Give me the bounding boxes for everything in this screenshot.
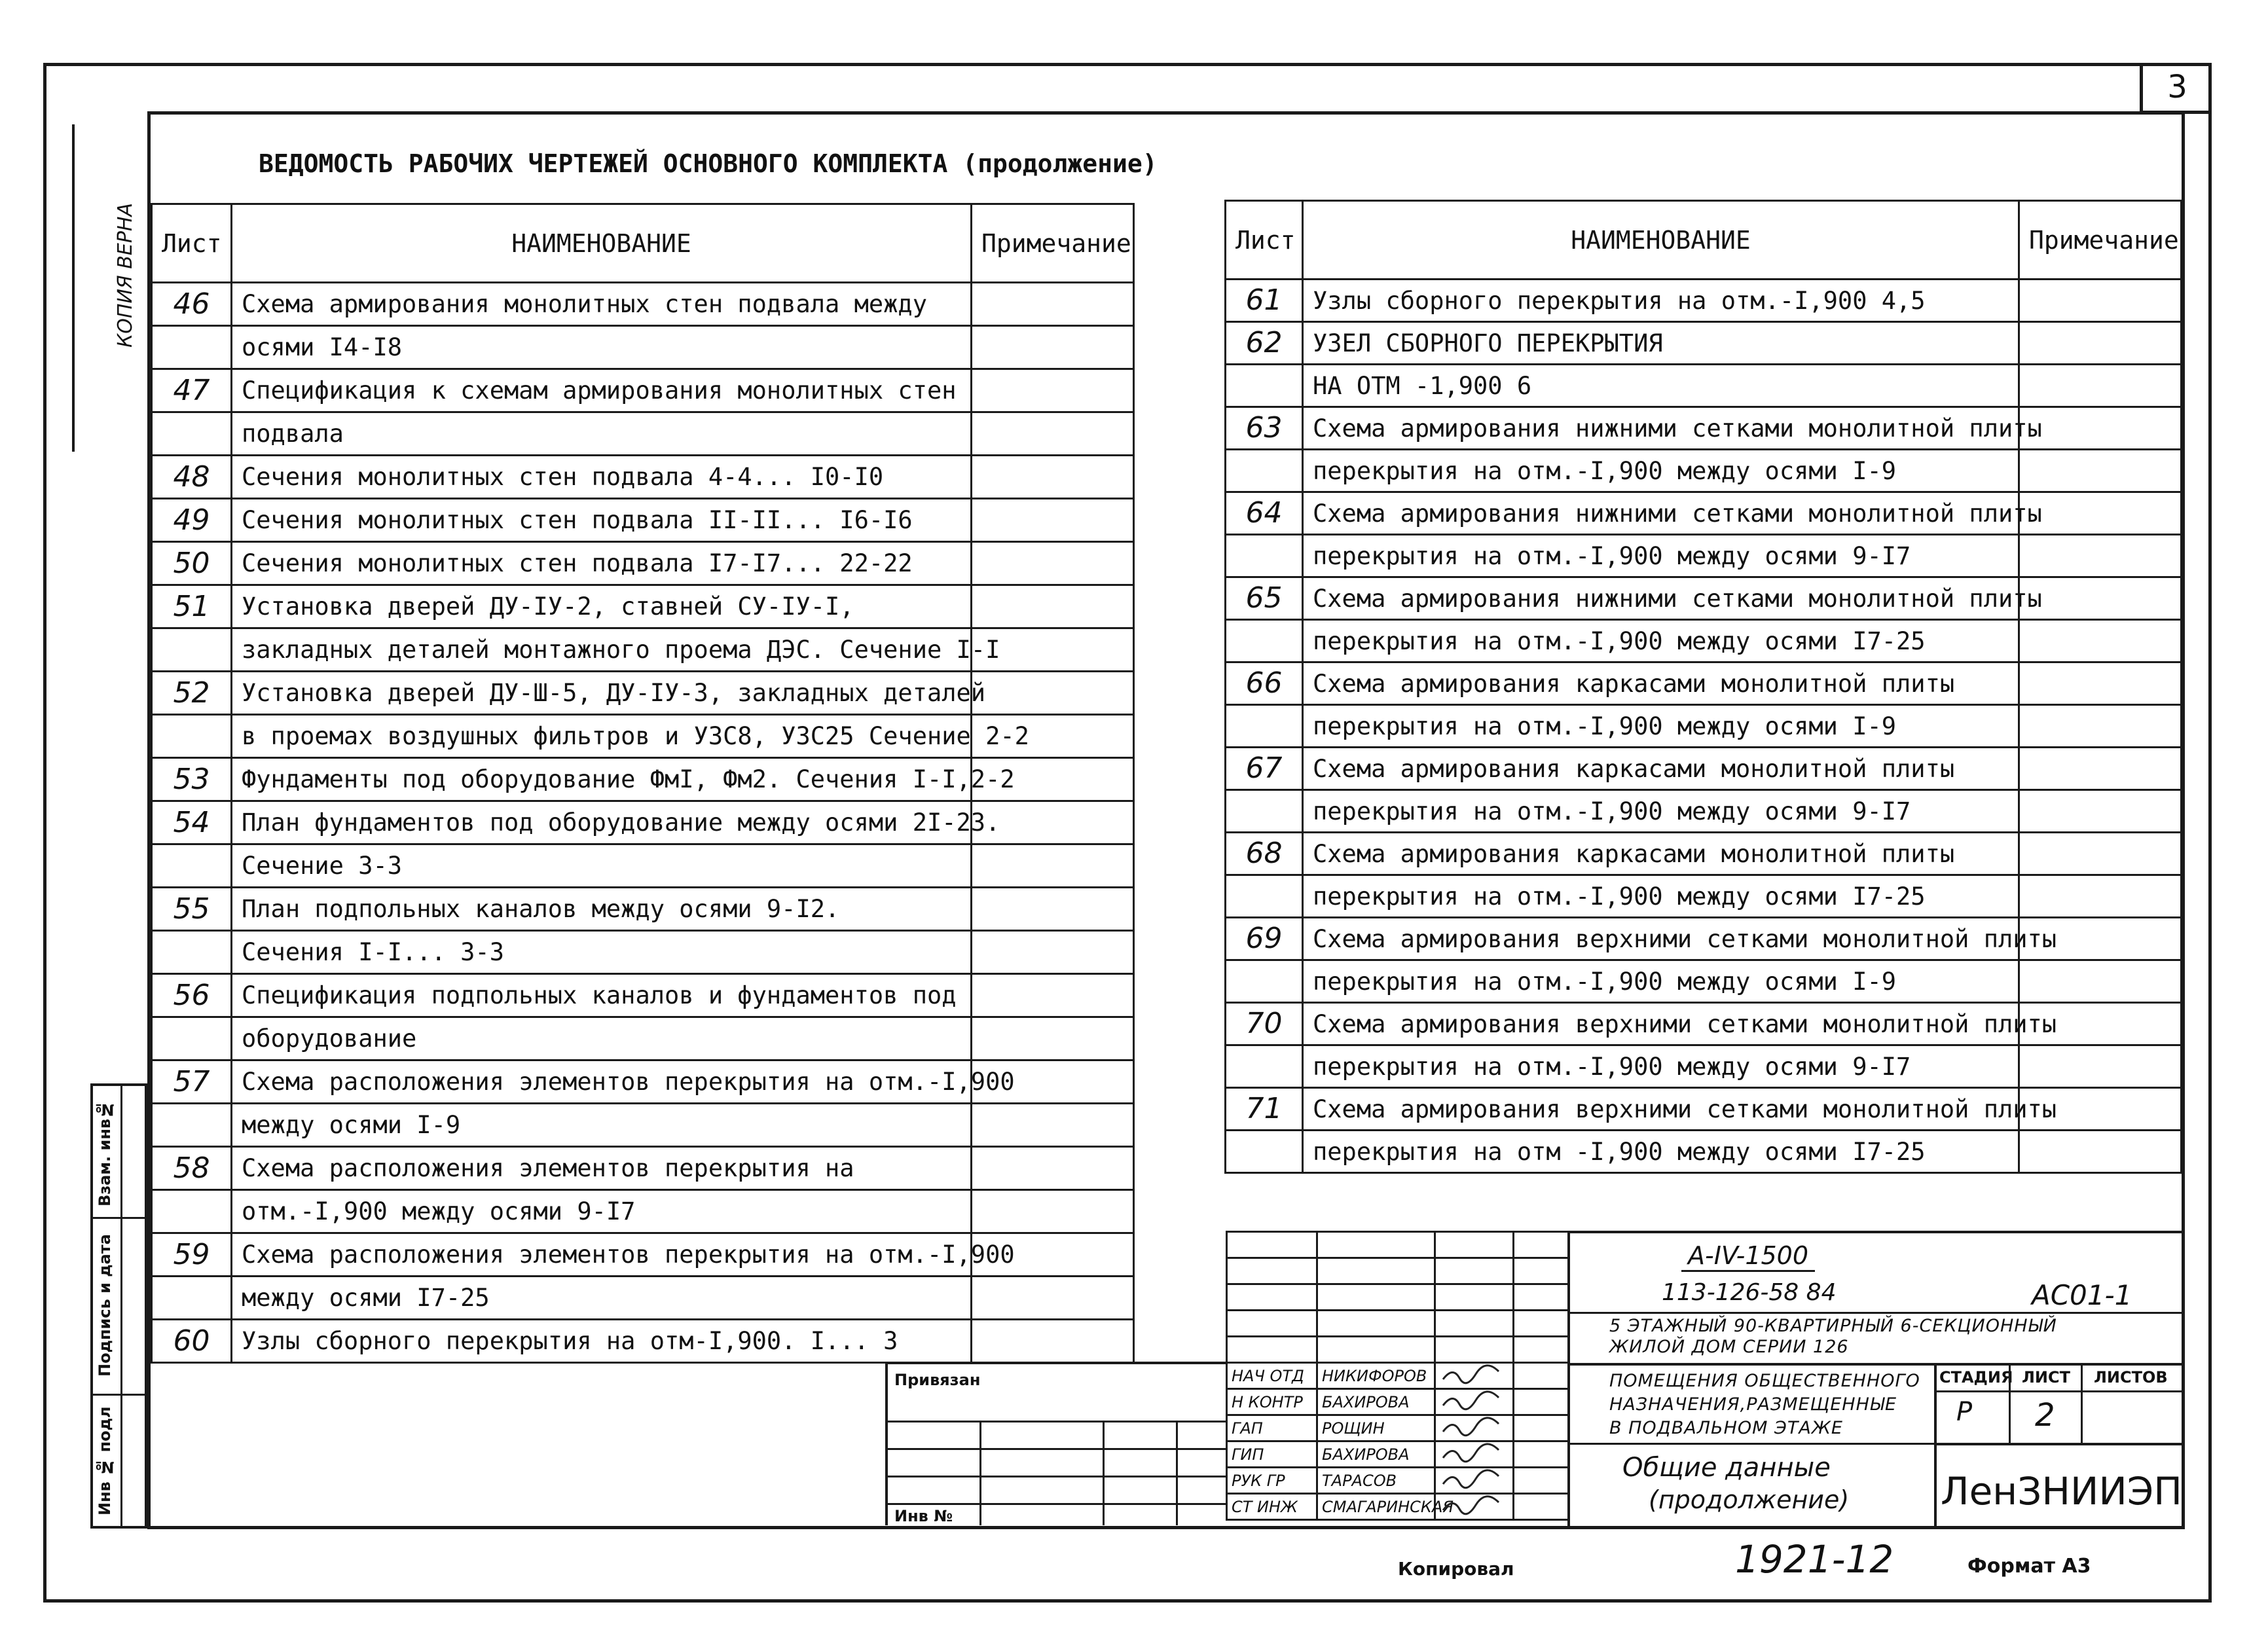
copied-label: Копировал [1398, 1558, 1514, 1580]
sheet-number: 49 [152, 499, 232, 542]
table-row [1226, 1003, 2182, 1045]
drawing-name: перекрытия на отм.-I,900 между осями 9-I7 [1303, 790, 2019, 833]
signature-row [1227, 1494, 1569, 1520]
note-cell [972, 931, 1134, 974]
side-stamp [90, 1083, 147, 1529]
signature [1435, 1363, 1514, 1389]
sheet-number: 70 [1226, 1003, 1303, 1045]
table-row [152, 715, 1134, 758]
sheet-number [1226, 620, 1303, 662]
note-cell [972, 974, 1134, 1017]
format-label: Формат А3 [1967, 1555, 2091, 1578]
title-block [1567, 1231, 2185, 1529]
note-cell [2019, 1045, 2182, 1088]
note-cell [972, 585, 1134, 628]
sheet-number [152, 931, 232, 974]
person-name: РОЩИН [1317, 1415, 1435, 1441]
sheet-number: 71 [1226, 1088, 1303, 1131]
sheet-number: 59 [152, 1233, 232, 1277]
drawing-name: Схема расположения элементов перекрытия на [232, 1147, 972, 1190]
note-cell [972, 844, 1134, 888]
drawing-name: перекрытия на отм.-I,900 между осями I-9 [1303, 705, 2019, 748]
table-row [1226, 450, 2182, 492]
drawing-name: закладных деталей монтажного проема ДЭС. Сечение I-I [232, 628, 972, 672]
table-row [152, 628, 1134, 672]
role: РУК ГР [1227, 1468, 1317, 1494]
sheet-number: 55 [152, 888, 232, 931]
signature-mark [1440, 1470, 1505, 1489]
table-row [152, 542, 1134, 585]
signature-row [1227, 1441, 1569, 1468]
person-name: СМАГАРИНСКАЯ [1317, 1494, 1435, 1520]
table-row [1226, 1088, 2182, 1131]
table-row [152, 758, 1134, 801]
table-row [1226, 620, 2182, 662]
drawing-name: перекрытия на отм.-I,900 между осями I-9 [1303, 960, 2019, 1003]
sheet-number: 58 [152, 1147, 232, 1190]
binding-block [885, 1362, 1226, 1525]
signature-row [1227, 1415, 1569, 1441]
sheet-number: 57 [152, 1060, 232, 1104]
note-cell [2019, 577, 2182, 620]
table-row [1226, 748, 2182, 790]
table-row [152, 412, 1134, 456]
section-line2: НАЗНАЧЕНИЯ,РАЗМЕЩЕННЫЕ [1609, 1394, 1897, 1415]
code-top: А-IV-1500 [1681, 1241, 1815, 1272]
sheet-number [1226, 365, 1303, 407]
drawing-name: перекрытия на отм.-I,900 между осями I-9 [1303, 450, 2019, 492]
table-row [152, 888, 1134, 931]
page-number-box [2140, 63, 2212, 114]
note-cell [2019, 960, 2182, 1003]
signature [1435, 1389, 1514, 1415]
header-name: НАИМЕНОВАНИЕ [1303, 201, 2019, 280]
header-sheet: Лист [1226, 201, 1303, 280]
note-cell [972, 888, 1134, 931]
note-cell [2019, 790, 2182, 833]
sheet-number: 52 [152, 672, 232, 715]
signature-table [1226, 1231, 1569, 1521]
table-row [152, 801, 1134, 844]
sheet-number: 53 [152, 758, 232, 801]
role: НАЧ ОТД [1227, 1363, 1317, 1389]
table-row [152, 369, 1134, 412]
date-cell [1514, 1363, 1569, 1389]
note-cell [2019, 407, 2182, 450]
sheet-number: 46 [152, 283, 232, 326]
sheet-number [152, 1017, 232, 1060]
vzam-inv-label: Взам. инв№ [96, 1100, 114, 1206]
table-row [1226, 790, 2182, 833]
sheet-number: 63 [1226, 407, 1303, 450]
signature-mark [1440, 1365, 1505, 1385]
signature [1435, 1468, 1514, 1494]
date-cell [1514, 1468, 1569, 1494]
sheet-number: 56 [152, 974, 232, 1017]
drawing-name: НА ОТМ -1,900 6 [1303, 365, 2019, 407]
table-row [1226, 365, 2182, 407]
table-row [152, 1017, 1134, 1060]
note-cell [972, 542, 1134, 585]
drawing-name: в проемах воздушных фильтров и УЗС8, УЗС25 Сечение 2-2 [232, 715, 972, 758]
table-row [1226, 918, 2182, 960]
drawing-name: между осями I7-25 [232, 1277, 972, 1320]
stage-label: СТАДИЯ [1939, 1368, 2013, 1386]
table-row [152, 672, 1134, 715]
code-mid: 113-126-58 84 [1662, 1279, 1837, 1306]
drawing-name: Фундаменты под оборудование ФмI, Фм2. Сечения I-I,2-2 [232, 758, 972, 801]
note-cell [2019, 620, 2182, 662]
drawing-name: Схема армирования монолитных стен подвала между [232, 283, 972, 326]
drawing-name: Сечения I-I... 3-3 [232, 931, 972, 974]
person-name: БАХИРОВА [1317, 1389, 1435, 1415]
sheet-label: ЛИСТ [2022, 1368, 2071, 1386]
note-cell [972, 283, 1134, 326]
archive-number: 1921-12 [1735, 1537, 1894, 1582]
signature-mark [1440, 1496, 1505, 1515]
table-row [1226, 1045, 2182, 1088]
right-drawings-table [1224, 200, 2182, 1174]
sheet-number: 48 [152, 456, 232, 499]
copy-stamp [72, 124, 147, 452]
drawing-name: Схема расположения элементов перекрытия на отм.-I,900 [232, 1233, 972, 1277]
sheet-number [152, 1104, 232, 1147]
sheet-number [1226, 790, 1303, 833]
table-row [1226, 662, 2182, 705]
drawing-name: Схема армирования верхними сетками монолитной плиты [1303, 1003, 2019, 1045]
drawing-name: Сечения монолитных стен подвала 4-4... I0-I0 [232, 456, 972, 499]
drawing-name: План подпольных каналов между осями 9-I2. [232, 888, 972, 931]
binding-label: Привязан [894, 1371, 981, 1389]
project-line1: 5 ЭТАЖНЫЙ 90-КВАРТИРНЫЙ 6-СЕКЦИОННЫЙ [1609, 1316, 2057, 1336]
sheet-number: 61 [1226, 280, 1303, 322]
note-cell [2019, 1131, 2182, 1173]
sheet-number: 67 [1226, 748, 1303, 790]
signature-row [1227, 1468, 1569, 1494]
sheet-number [152, 1277, 232, 1320]
section-line3: В ПОДВАЛЬНОМ ЭТАЖЕ [1609, 1418, 1843, 1438]
table-row [1226, 705, 2182, 748]
date-cell [1514, 1494, 1569, 1520]
role: Н КОНТР [1227, 1389, 1317, 1415]
drawing-name: Схема армирования нижними сетками монолитной плиты [1303, 492, 2019, 535]
note-cell [2019, 705, 2182, 748]
signature-row [1227, 1389, 1569, 1415]
sheet-number [1226, 450, 1303, 492]
drawing-name: Схема расположения элементов перекрытия на отм.-I,900 [232, 1060, 972, 1104]
note-cell [2019, 748, 2182, 790]
project-line2: ЖИЛОЙ ДОМ СЕРИИ 126 [1609, 1337, 1849, 1357]
sheet-number [152, 326, 232, 369]
table-row [1226, 1131, 2182, 1173]
table-row [152, 1320, 1134, 1363]
note-cell [2019, 875, 2182, 918]
signature-mark [1440, 1443, 1505, 1463]
table-row [152, 499, 1134, 542]
table-row [152, 585, 1134, 628]
signature-row [1227, 1363, 1569, 1389]
inv-no-label: Инв № [894, 1507, 953, 1525]
drawing-name: УЗЕЛ СБОРНОГО ПЕРЕКРЫТИЯ [1303, 322, 2019, 365]
header-sheet: Лист [152, 204, 232, 283]
role: ГИП [1227, 1441, 1317, 1468]
person-name: НИКИФОРОВ [1317, 1363, 1435, 1389]
table-row [1226, 833, 2182, 875]
note-cell [972, 1147, 1134, 1190]
sheet-number [152, 844, 232, 888]
table-row [1226, 280, 2182, 322]
note-cell [2019, 535, 2182, 577]
note-cell [972, 1190, 1134, 1233]
sheet-number [1226, 535, 1303, 577]
drawing-name: Установка дверей ДУ-Ш-5, ДУ-IУ-3, закладных деталей [232, 672, 972, 715]
sheet-number [1226, 960, 1303, 1003]
role: СТ ИНЖ [1227, 1494, 1317, 1520]
table-row [152, 974, 1134, 1017]
person-name: БАХИРОВА [1317, 1441, 1435, 1468]
note-cell [972, 412, 1134, 456]
table-row [152, 1060, 1134, 1104]
drawing-name: Схема армирования каркасами монолитной плиты [1303, 833, 2019, 875]
sheet-number: 60 [152, 1320, 232, 1363]
sheet-number: 66 [1226, 662, 1303, 705]
sheet-number: 50 [152, 542, 232, 585]
sheet-number [152, 412, 232, 456]
sheet-number [1226, 1131, 1303, 1173]
note-cell [972, 1277, 1134, 1320]
signature [1435, 1494, 1514, 1520]
drawing-name: отм.-I,900 между осями 9-I7 [232, 1190, 972, 1233]
doc-code: АС01-1 [2032, 1279, 2132, 1311]
note-cell [2019, 322, 2182, 365]
drawing-name: План фундаментов под оборудование между осями 2I-23. [232, 801, 972, 844]
header-name: НАИМЕНОВАНИЕ [232, 204, 972, 283]
drawing-name: Схема армирования каркасами монолитной плиты [1303, 748, 2019, 790]
sheet-number: 62 [1226, 322, 1303, 365]
sheet-number [152, 628, 232, 672]
sheet-title2: (продолжение) [1649, 1485, 1850, 1514]
drawing-name: Узлы сборного перекрытия на отм-I,900. I... 3 [232, 1320, 972, 1363]
drawing-name: Установка дверей ДУ-IУ-2, ставней СУ-IУ-I, [232, 585, 972, 628]
table-row [152, 1277, 1134, 1320]
sheet-number: 69 [1226, 918, 1303, 960]
header-note: Примечание [2019, 201, 2182, 280]
note-cell [2019, 365, 2182, 407]
sheet-number: 54 [152, 801, 232, 844]
table-row [1226, 492, 2182, 535]
drawing-name: оборудование [232, 1017, 972, 1060]
table-row [152, 931, 1134, 974]
note-cell [972, 1104, 1134, 1147]
sheet-number [152, 715, 232, 758]
sheet-value: 2 [2035, 1397, 2055, 1434]
note-cell [972, 499, 1134, 542]
table-row [152, 326, 1134, 369]
date-cell [1514, 1389, 1569, 1415]
note-cell [2019, 450, 2182, 492]
drawing-name: осями I4-I8 [232, 326, 972, 369]
sheet-number [1226, 1045, 1303, 1088]
drawing-name: между осями I-9 [232, 1104, 972, 1147]
sheet-number: 64 [1226, 492, 1303, 535]
table-row [152, 283, 1134, 326]
note-cell [2019, 662, 2182, 705]
drawing-name: Сечения монолитных стен подвала II-II... I6-I6 [232, 499, 972, 542]
drawing-name: Сечения монолитных стен подвала I7-I7... 22-22 [232, 542, 972, 585]
sheet-number: 51 [152, 585, 232, 628]
table-row [1226, 960, 2182, 1003]
note-cell [972, 1320, 1134, 1363]
table-row [152, 1147, 1134, 1190]
sheet-number: 47 [152, 369, 232, 412]
table-row [1226, 407, 2182, 450]
drawing-name: подвала [232, 412, 972, 456]
drawing-name: Схема армирования нижними сетками монолитной плиты [1303, 577, 2019, 620]
inv-podl-label: Инв № подл [96, 1406, 114, 1516]
copy-stamp-text: КОПИЯ ВЕРНА [114, 202, 137, 348]
person-name: ТАРАСОВ [1317, 1468, 1435, 1494]
drawing-name: Спецификация подпольных каналов и фундаментов под [232, 974, 972, 1017]
signature-mark [1440, 1391, 1505, 1411]
org-name: ЛенЗНИИЭП [1941, 1469, 2182, 1513]
sheet-title1: Общие данные [1622, 1453, 1831, 1483]
table-row [152, 1104, 1134, 1147]
note-cell [972, 369, 1134, 412]
drawing-name: Схема армирования верхними сетками монолитной плиты [1303, 1088, 2019, 1131]
sheet-number: 65 [1226, 577, 1303, 620]
signature-mark [1440, 1417, 1505, 1437]
sheet-number [152, 1190, 232, 1233]
drawing-name: Сечение 3-3 [232, 844, 972, 888]
header-note: Примечание [972, 204, 1134, 283]
section-line1: ПОМЕЩЕНИЯ ОБЩЕСТВЕННОГО [1609, 1371, 1920, 1391]
table-row [1226, 577, 2182, 620]
note-cell [972, 672, 1134, 715]
note-cell [2019, 280, 2182, 322]
table-row [152, 456, 1134, 499]
drawing-name: Схема армирования нижними сетками монолитной плиты [1303, 407, 2019, 450]
drawing-name: Узлы сборного перекрытия на отм.-I,900 4,5 [1303, 280, 2019, 322]
page-number: 3 [2167, 68, 2187, 105]
note-cell [972, 1017, 1134, 1060]
date-cell [1514, 1415, 1569, 1441]
drawing-name: перекрытия на отм.-I,900 между осями 9-I7 [1303, 1045, 2019, 1088]
page-title: ВЕДОМОСТЬ РАБОЧИХ ЧЕРТЕЖЕЙ ОСНОВНОГО КОМПЛЕКТА (продолжение) [259, 149, 1158, 178]
drawing-name: перекрытия на отм.-I,900 между осями I7-25 [1303, 620, 2019, 662]
table-row [152, 844, 1134, 888]
drawing-name: Схема армирования верхними сетками монолитной плиты [1303, 918, 2019, 960]
note-cell [972, 326, 1134, 369]
signature [1435, 1441, 1514, 1468]
sheet-number [1226, 705, 1303, 748]
role: ГАП [1227, 1415, 1317, 1441]
sheet-number: 68 [1226, 833, 1303, 875]
table-row [1226, 875, 2182, 918]
table-row [152, 1233, 1134, 1277]
sheet-number [1226, 875, 1303, 918]
signature [1435, 1415, 1514, 1441]
note-cell [972, 456, 1134, 499]
podpis-data-label: Подпись и дата [96, 1234, 114, 1377]
drawing-name: перекрытия на отм.-I,900 между осями I7-25 [1303, 875, 2019, 918]
note-cell [2019, 833, 2182, 875]
table-row [152, 1190, 1134, 1233]
table-row [1226, 322, 2182, 365]
note-cell [2019, 492, 2182, 535]
drawing-name: Схема армирования каркасами монолитной плиты [1303, 662, 2019, 705]
table-row [1226, 535, 2182, 577]
sheets-label: ЛИСТОВ [2094, 1368, 2168, 1386]
date-cell [1514, 1441, 1569, 1468]
drawing-name: перекрытия на отм -I,900 между осями I7-25 [1303, 1131, 2019, 1173]
drawing-name: Спецификация к схемам армирования монолитных стен [232, 369, 972, 412]
left-drawings-table [151, 203, 1135, 1364]
drawing-name: перекрытия на отм.-I,900 между осями 9-I7 [1303, 535, 2019, 577]
stage-value: Р [1956, 1397, 1973, 1427]
